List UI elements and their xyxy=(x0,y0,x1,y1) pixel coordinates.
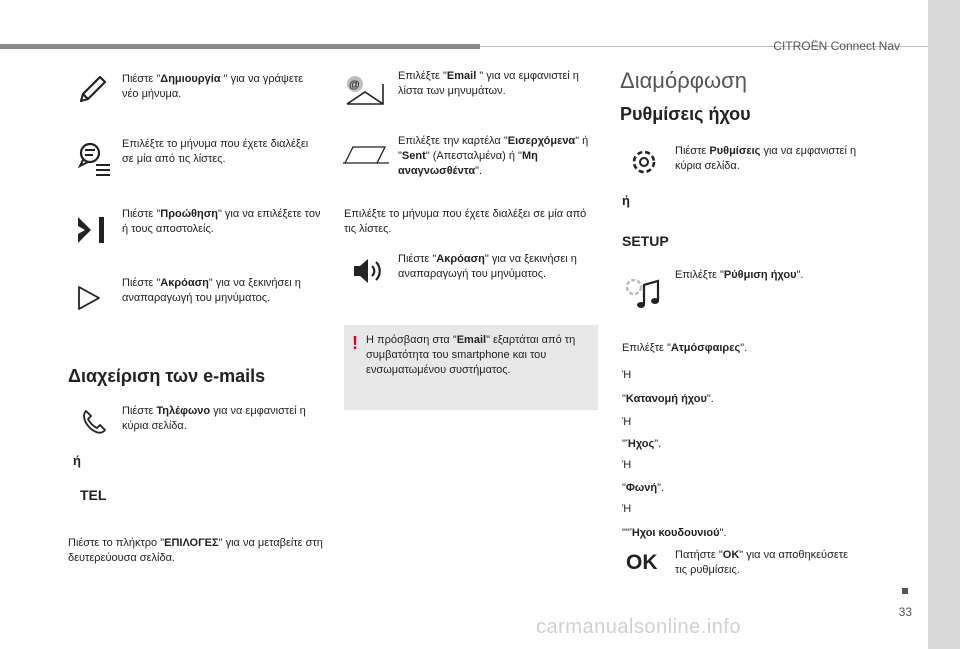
sound-setting-instruction: Επιλέξτε "Ρύθμιση ήχου". xyxy=(675,269,804,281)
create-instruction: Πιέστε "Δημιουργία " για να γράψετε νέο μήνυμα. xyxy=(122,73,303,100)
select-message-instruction-2: Επιλέξτε το μήνυμα που έχετε διαλέξει σε μία από τις λίστες. xyxy=(344,208,587,235)
speaker-icon xyxy=(352,256,386,286)
ringtones-option: ""Ήχοι κουδουνιού". xyxy=(622,527,727,539)
pencil-icon xyxy=(76,72,110,106)
email-instruction: Επιλέξτε "Email " για να εμφανιστεί η λίστα των μηνυμάτων. xyxy=(398,70,579,97)
audio-settings-heading: Ρυθμίσεις ήχου xyxy=(620,104,751,124)
or-label-2: ή xyxy=(622,193,630,208)
or-label-4: Ή xyxy=(622,416,632,428)
settings-instruction: Πιέστε Ρυθμίσεις για να εμφανιστεί η κύρια σελίδα. xyxy=(675,145,857,172)
options-instruction: Πιέστε το πλήκτρο "ΕΠΙΛΟΓΕΣ" για να μεταβείτε στη δευτερεύουσα σελίδα. xyxy=(68,537,323,564)
phone-instruction: Πιέστε Τηλέφωνο για να εμφανιστεί η κύρια σελίδα. xyxy=(122,405,306,432)
distribution-option: "Κατανομή ήχου". xyxy=(622,393,714,405)
phone-icon xyxy=(80,408,108,436)
forward-icon xyxy=(76,214,106,246)
folder-tab-icon xyxy=(343,145,389,165)
svg-text:@: @ xyxy=(349,79,360,91)
or-label-6: Ή xyxy=(622,503,632,515)
watermark-text: carmanualsonline.info xyxy=(536,616,742,638)
warning-icon: ! xyxy=(352,333,358,353)
or-label-5: Ή xyxy=(622,459,632,471)
message-list-icon xyxy=(76,138,112,178)
forward-instruction: Πιέστε "Προώθηση" για να επιλέξετε τον ή τους αποστολείς. xyxy=(122,208,321,235)
or-label-1: ή xyxy=(73,453,81,468)
folder-tab-instruction: Επιλέξτε την καρτέλα "Εισερχόμενα" ή "Sent" (Απεσταλμένα) ή "Μη αναγνωσθέντα". xyxy=(398,135,589,177)
side-tab xyxy=(928,0,960,649)
voice-option: "Φωνή". xyxy=(622,482,665,494)
select-message-instruction: Επιλέξτε το μήνυμα που έχετε διαλέξει σε μία από τις λίστες. xyxy=(122,138,309,165)
or-label-3: Ή xyxy=(622,369,632,381)
ok-button-label: OK xyxy=(626,551,658,574)
play-icon xyxy=(76,284,102,312)
save-instruction: Πατήστε "OK" για να αποθηκεύσετε τις ρυθμίσεις. xyxy=(675,549,849,576)
audio-settings-icon xyxy=(622,275,662,311)
page-header-title: CITROËN Connect Nav xyxy=(773,39,900,53)
configuration-heading: Διαμόρφωση xyxy=(620,68,747,93)
sound-option: "Ήχος". xyxy=(622,438,662,450)
setup-button-label: SETUP xyxy=(622,233,669,249)
gear-icon xyxy=(628,146,660,178)
compatibility-note-text: Η πρόσβαση στα "Email" εξαρτάται από τη συμβατότητα του smartphone και του ενσωματωμένου συστήματος. xyxy=(366,334,576,376)
tel-button-label: TEL xyxy=(80,487,107,503)
ambience-instruction: Επιλέξτε "Ατμόσφαιρες". xyxy=(622,342,748,354)
listen-instruction-1: Πιέστε "Ακρόαση" για να ξεκινήσει η αναπαραγωγή του μηνύματος. xyxy=(122,277,301,304)
header-bar xyxy=(0,44,480,49)
page-number: 33 xyxy=(898,605,912,619)
email-management-heading: Διαχείριση των e-mails xyxy=(68,366,266,386)
listen-instruction-2: Πιέστε "Ακρόαση" για να ξεκινήσει η αναπαραγωγή του μηνύματος. xyxy=(398,253,577,280)
page-marker xyxy=(902,588,908,594)
email-icon xyxy=(343,74,387,106)
